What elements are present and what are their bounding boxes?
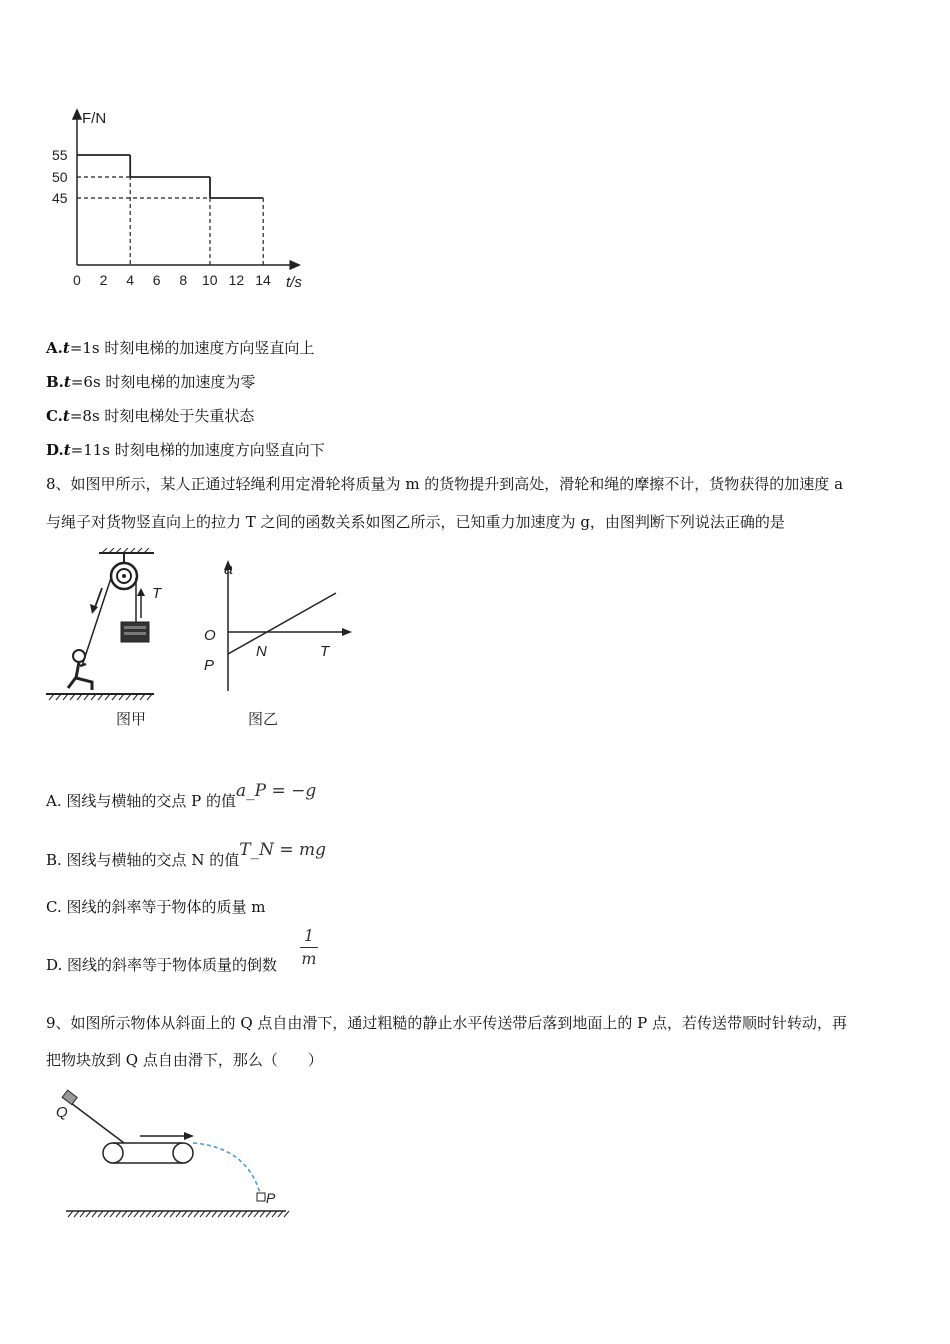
q8-option-b-formula: T_N = mg <box>239 840 327 860</box>
option-a[interactable] <box>46 337 314 358</box>
force-time-chart <box>40 105 330 305</box>
ground-hatch-line <box>266 1211 271 1217</box>
axis-origin-label: O <box>204 627 216 644</box>
option-b-prefix: B. <box>46 373 64 391</box>
option-a-var: t <box>62 339 70 357</box>
q8-stem-line1: 8、如图甲所示，某人正通过轻绳利用定滑轮将质量为 m 的货物提升到高处，滑轮和绳的摩擦不计，货物获得的加速度 a <box>46 475 844 493</box>
ground-hatch-line <box>242 1211 247 1217</box>
y-tick-label: 45 <box>52 190 68 206</box>
ground-hatch-line <box>272 1211 277 1217</box>
option-c-var: t <box>62 407 70 425</box>
fraction-denominator: m <box>301 949 317 968</box>
x-tick-label: 8 <box>179 272 188 288</box>
ground-hatch-line <box>218 1211 223 1217</box>
x-tick-label: 4 <box>126 272 134 288</box>
option-d-prefix: D. <box>46 441 64 459</box>
ground-hatch-line <box>170 1211 175 1217</box>
q8-option-d-fraction <box>298 926 320 969</box>
ground-hatch-line <box>254 1211 259 1217</box>
ground-hatch-line <box>188 1211 193 1217</box>
x-tick-label: 2 <box>99 272 108 288</box>
ground-hatch-line <box>230 1211 235 1217</box>
ground-hatch-line <box>128 1211 133 1217</box>
ground-hatch-line <box>278 1211 283 1217</box>
ground-hatch-line <box>224 1211 229 1217</box>
ground-hatch-line <box>146 1211 151 1217</box>
q8-option-a[interactable] <box>46 781 317 811</box>
ground-hatch-line <box>284 1211 289 1217</box>
ground-hatch-line <box>200 1211 205 1217</box>
ground-hatch-line <box>194 1211 199 1217</box>
ground-hatch-line <box>140 1211 145 1217</box>
ground-hatch-line <box>236 1211 241 1217</box>
ground-hatch-line <box>212 1211 217 1217</box>
q8-option-b-text: B. 图线与横轴的交点 N 的值 <box>46 851 240 869</box>
ground-hatch-line <box>182 1211 187 1217</box>
a-t-graph <box>196 556 361 728</box>
ground-hatch-line <box>158 1211 163 1217</box>
option-c-text: =8s 时刻电梯处于失重状态 <box>69 407 255 425</box>
x-tick-label: 14 <box>255 272 271 288</box>
x-axis-arrow <box>290 261 299 269</box>
option-a-prefix: A. <box>46 339 63 357</box>
option-b-var: t <box>63 373 71 391</box>
pulley-figure <box>44 548 164 728</box>
point-q-label: Q <box>56 1104 68 1121</box>
ground-hatch-line <box>110 1211 115 1217</box>
ground-hatch-line <box>74 1211 79 1217</box>
q9-stem-line1: 9、如图所示物体从斜面上的 Q 点自由滑下，通过粗糙的静止水平传送带后落到地面上的 P 点，若传送带顺时针转动，再 <box>46 1014 848 1032</box>
y-tick-label: 50 <box>52 169 68 185</box>
option-d[interactable] <box>46 439 325 460</box>
figure-jia-caption: 图甲 <box>116 711 147 728</box>
fraction-numerator: 1 <box>303 926 315 945</box>
tension-label: T <box>152 585 162 602</box>
q8-option-a-text: A. 图线与横轴的交点 P 的值 <box>46 792 236 810</box>
ground-hatch-line <box>248 1211 253 1217</box>
q8-stem-line2: 与绳子对货物竖直向上的拉力 T 之间的函数关系如图乙所示，已知重力加速度为 g，由图判断下列说法正确的是 <box>46 513 785 531</box>
q8-option-a-formula: a_P = −g <box>236 781 317 801</box>
point-p-label: P <box>204 657 215 674</box>
ground-hatch-line <box>122 1211 127 1217</box>
ground-hatch-line <box>134 1211 139 1217</box>
option-d-text: =11s 时刻电梯的加速度方向竖直向下 <box>70 441 325 459</box>
y-axis-arrow <box>73 110 81 119</box>
ground-hatch-line <box>176 1211 181 1217</box>
ground-hatch-line <box>206 1211 211 1217</box>
option-b[interactable] <box>46 371 255 392</box>
ground-hatch-line <box>86 1211 91 1217</box>
axis-a-label: a <box>224 561 233 578</box>
x-tick-label: 12 <box>228 272 245 288</box>
ground-hatch-line <box>152 1211 157 1217</box>
ground-hatch-line <box>68 1211 73 1217</box>
ground-hatch-line <box>98 1211 103 1217</box>
ground-hatch-line <box>164 1211 169 1217</box>
x-tick-label: 0 <box>73 272 81 288</box>
x-tick-label: 6 <box>152 272 161 288</box>
q8-option-c[interactable]: C. 图线的斜率等于物体的质量 m <box>46 898 266 916</box>
figure-yi-caption: 图乙 <box>248 711 279 728</box>
option-c[interactable] <box>46 405 254 426</box>
option-d-var: t <box>63 441 71 459</box>
y-axis-label: F/N <box>82 110 107 127</box>
conveyor-figure <box>48 1085 293 1225</box>
axis-t-label: T <box>320 643 330 660</box>
option-c-prefix: C. <box>46 407 63 425</box>
point-p-label-q9: P <box>266 1190 276 1206</box>
ground-hatch-line <box>80 1211 85 1217</box>
q9-stem-line2: 把物块放到 Q 点自由滑下，那么（ ） <box>46 1051 323 1069</box>
ground-hatch-line <box>92 1211 97 1217</box>
q8-option-d-text: D. 图线的斜率等于物体质量的倒数 <box>46 956 278 974</box>
ground-hatch-line <box>260 1211 265 1217</box>
y-tick-label: 55 <box>52 147 68 163</box>
option-b-text: =6s 时刻电梯的加速度为零 <box>70 373 256 391</box>
ground-hatch-line <box>104 1211 109 1217</box>
q8-option-b[interactable] <box>46 840 327 870</box>
point-n-label: N <box>256 643 267 660</box>
ground-hatch-line <box>116 1211 121 1217</box>
x-axis-label: t/s <box>286 274 302 291</box>
q8-option-d[interactable] <box>46 954 277 975</box>
x-tick-label: 10 <box>202 272 218 288</box>
option-a-text: =1s 时刻电梯的加速度方向竖直向上 <box>69 339 315 357</box>
